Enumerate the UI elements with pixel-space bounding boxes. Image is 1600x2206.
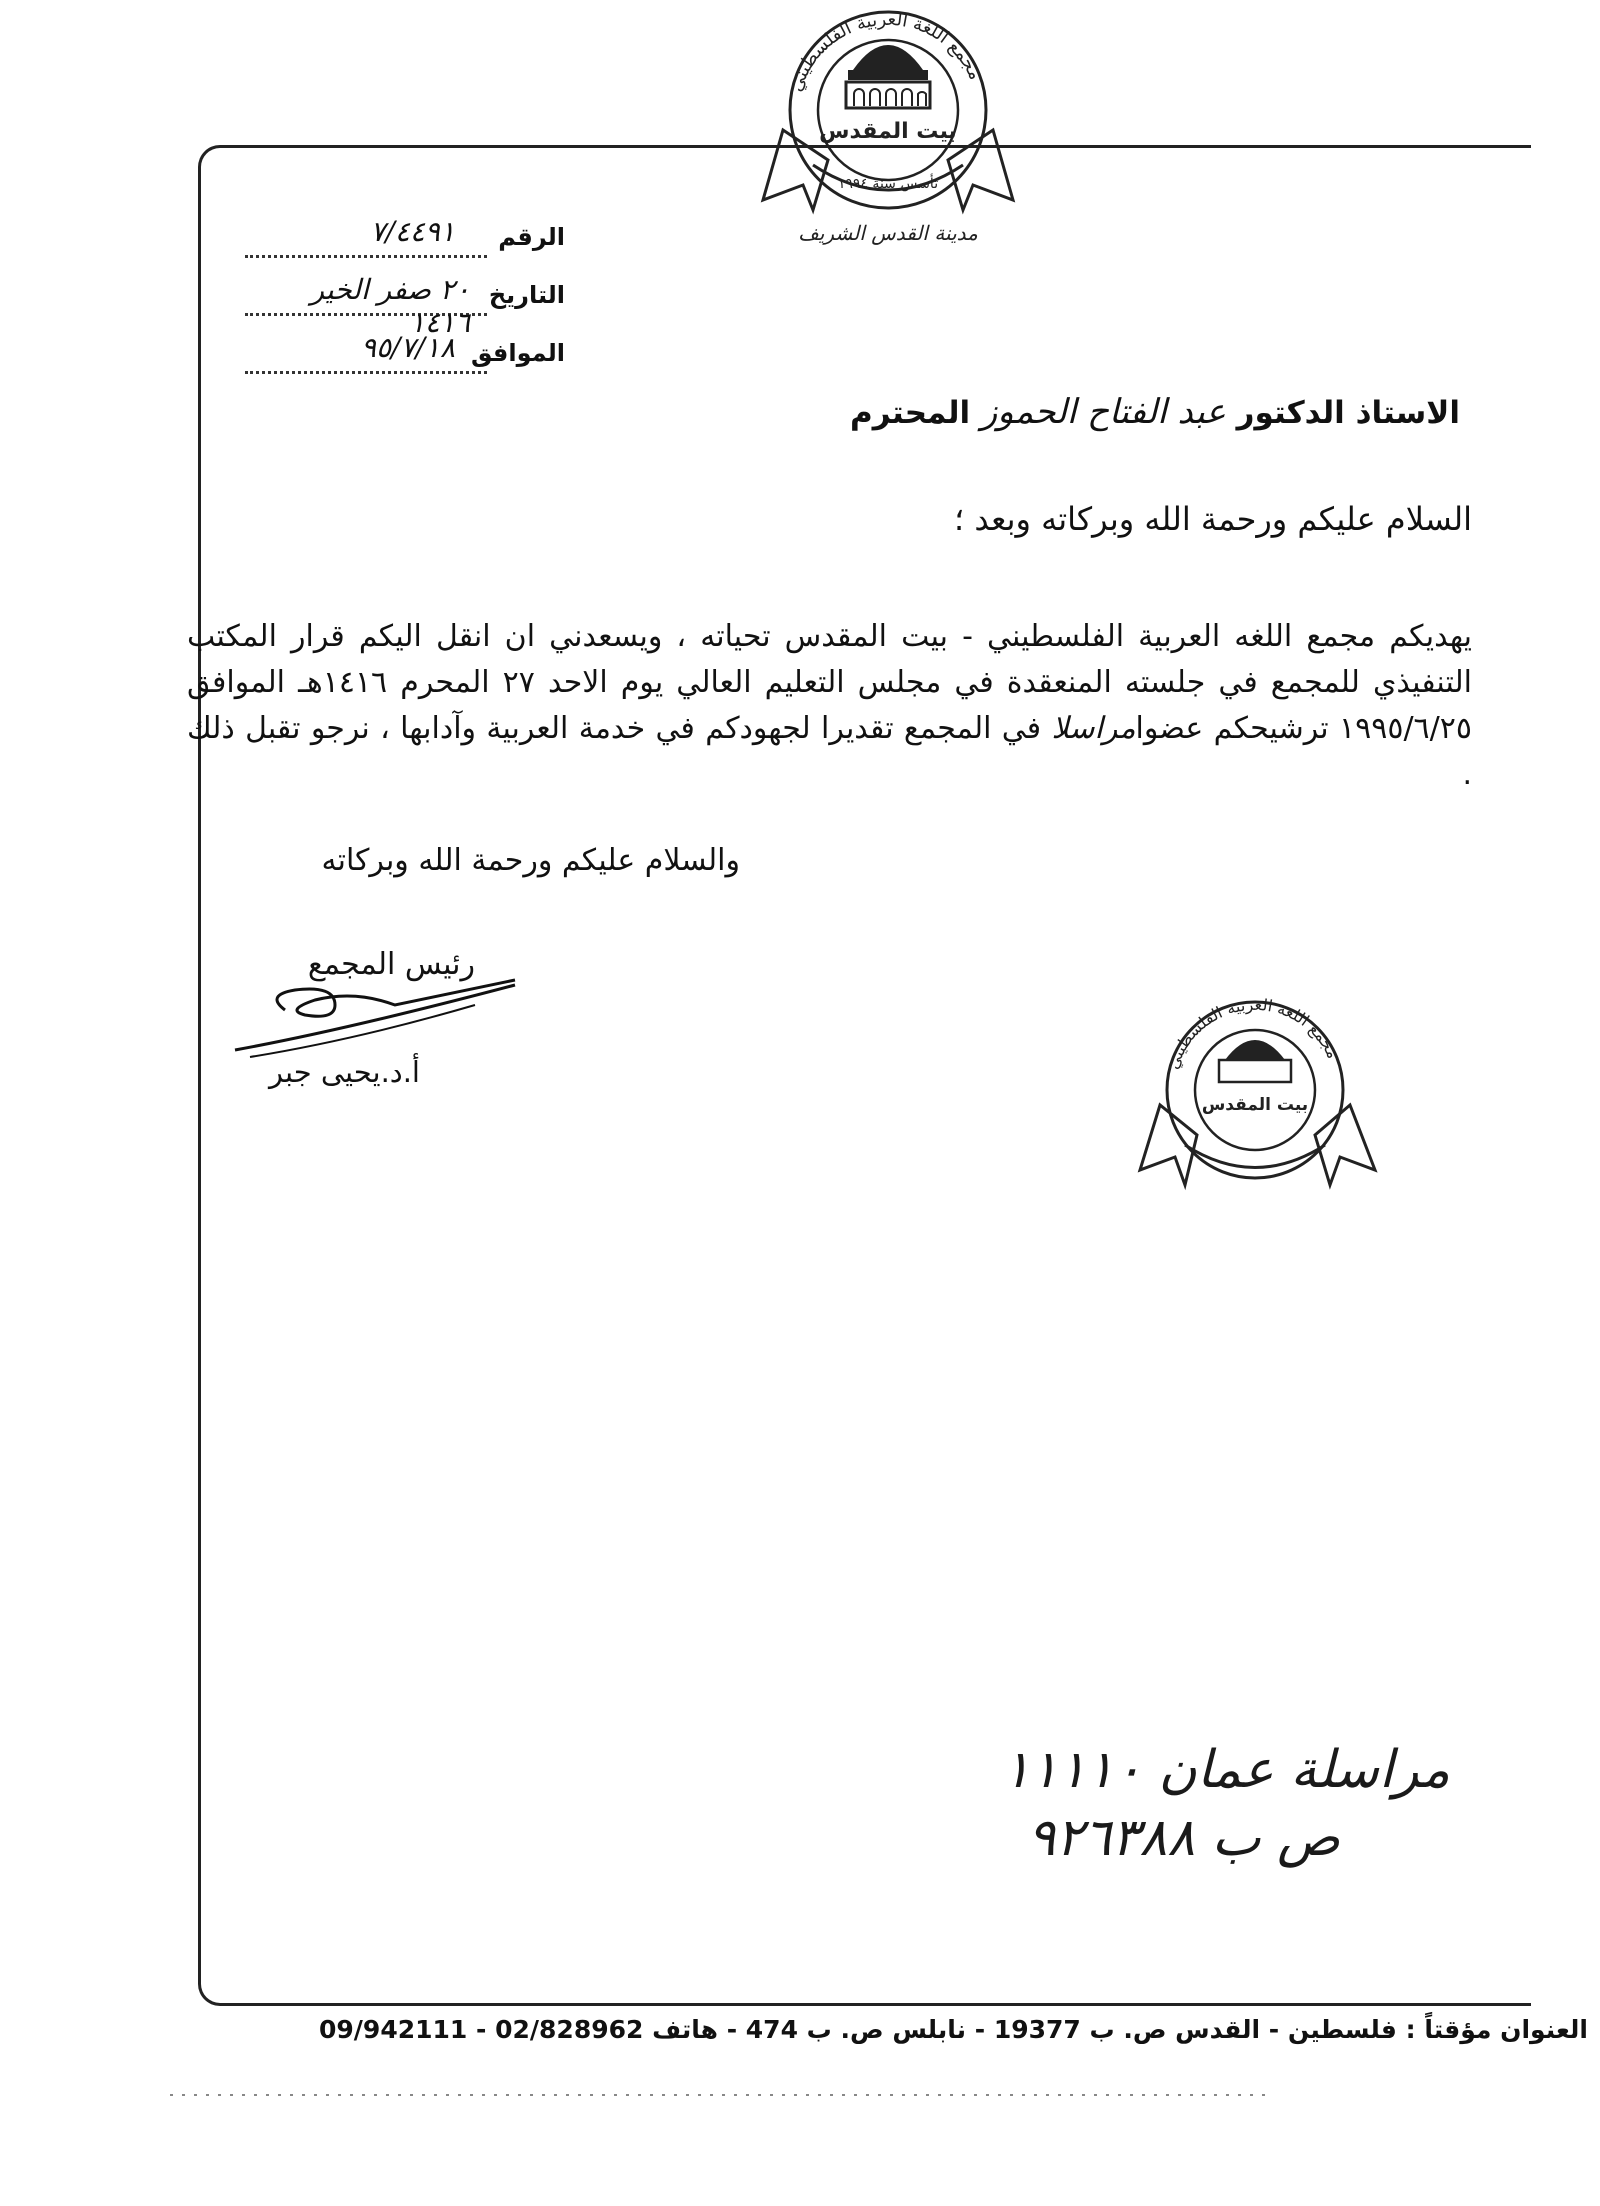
seal-top-inner-text: بيت المقدس	[819, 119, 957, 144]
seal-top-bottom-text: تأسس سنة ١٩٩٤	[837, 176, 939, 192]
corresponding-date-value: ٩٥/٧/١٨	[360, 331, 455, 364]
signatory-name: أ.د.يحيى جبر	[268, 1055, 420, 1089]
letter-body	[187, 614, 1472, 798]
scan-artifacts	[170, 2085, 1270, 2105]
greeting: السلام عليكم ورحمة الله وبركاته وبعد ؛	[954, 500, 1472, 538]
dotted-line	[245, 371, 487, 374]
addressee-line	[850, 392, 1460, 432]
seal-top-ring-text: مجمع اللغة العربية الفلسطيني	[785, 8, 986, 95]
footer-address: العنوان مؤقتاً : فلسطين - القدس ص. ب 19377 - نابلس ص. ب 474 - هاتف 02/828962 - 09/942111	[319, 2015, 1588, 2044]
dotted-line	[245, 255, 487, 258]
seal-bottom-ring-text: مجمع اللغة العربية الفلسطيني	[1163, 994, 1343, 1072]
reference-number-label: الرقم	[498, 223, 565, 251]
letter-body-part1: يهديكم مجمع اللغه العربية الفلسطيني - بيت المقدس تحياته ، ويسعدني ان انقل اليكم قرار المكتب التنفيذي للمجمع في جلسته المنعقدة في مجلس التعليم العالي يوم الاحد ٢٧ المحرم ١٤١٦هـ الموافق ١٩٩٥/٦/٢٥ ترشيحكم عضوا	[187, 619, 1473, 746]
addressee-suffix: المحترم	[850, 395, 971, 431]
reference-number-value: ٧/٤٤٩١	[370, 215, 455, 248]
seal-bottom-inner-text: بيت المقدس	[1201, 1095, 1309, 1115]
date-row	[245, 273, 565, 339]
academy-stamp-bottom	[1135, 985, 1380, 1210]
handwritten-signature	[225, 975, 525, 1065]
academy-seal-top	[758, 0, 1018, 275]
addressee-prefix: الاستاذ الدكتور	[1236, 395, 1460, 431]
letter-body-handwritten-insert: مراسلا	[1051, 711, 1136, 746]
corresponding-date-label: الموافق	[471, 339, 565, 367]
letter-body-part2: في المجمع تقديرا لجهودكم في خدمة العربية وآدابها ، نرجو تقبل ذلك .	[187, 711, 1472, 792]
date-label: التاريخ	[488, 281, 565, 309]
addressee-name: عبد الفتاح الحموز	[980, 392, 1226, 432]
corresponding-date-row	[245, 331, 565, 389]
reference-block	[245, 215, 565, 389]
closing: والسلام عليكم ورحمة الله وبركاته	[321, 843, 740, 878]
handwritten-note-line2: ص ب ٩٢٦٣٨٨	[1027, 1808, 1340, 1868]
signatory-title: رئيس المجمع	[307, 947, 475, 982]
date-value: ٢٠ صفر الخير ١٤١٦	[310, 273, 470, 339]
handwritten-note-line1: مراسلة عمان ١١١١٠	[1002, 1740, 1450, 1800]
seal-top-below-text: مدينة القدس الشريف	[798, 221, 978, 245]
reference-number-row	[245, 215, 565, 273]
